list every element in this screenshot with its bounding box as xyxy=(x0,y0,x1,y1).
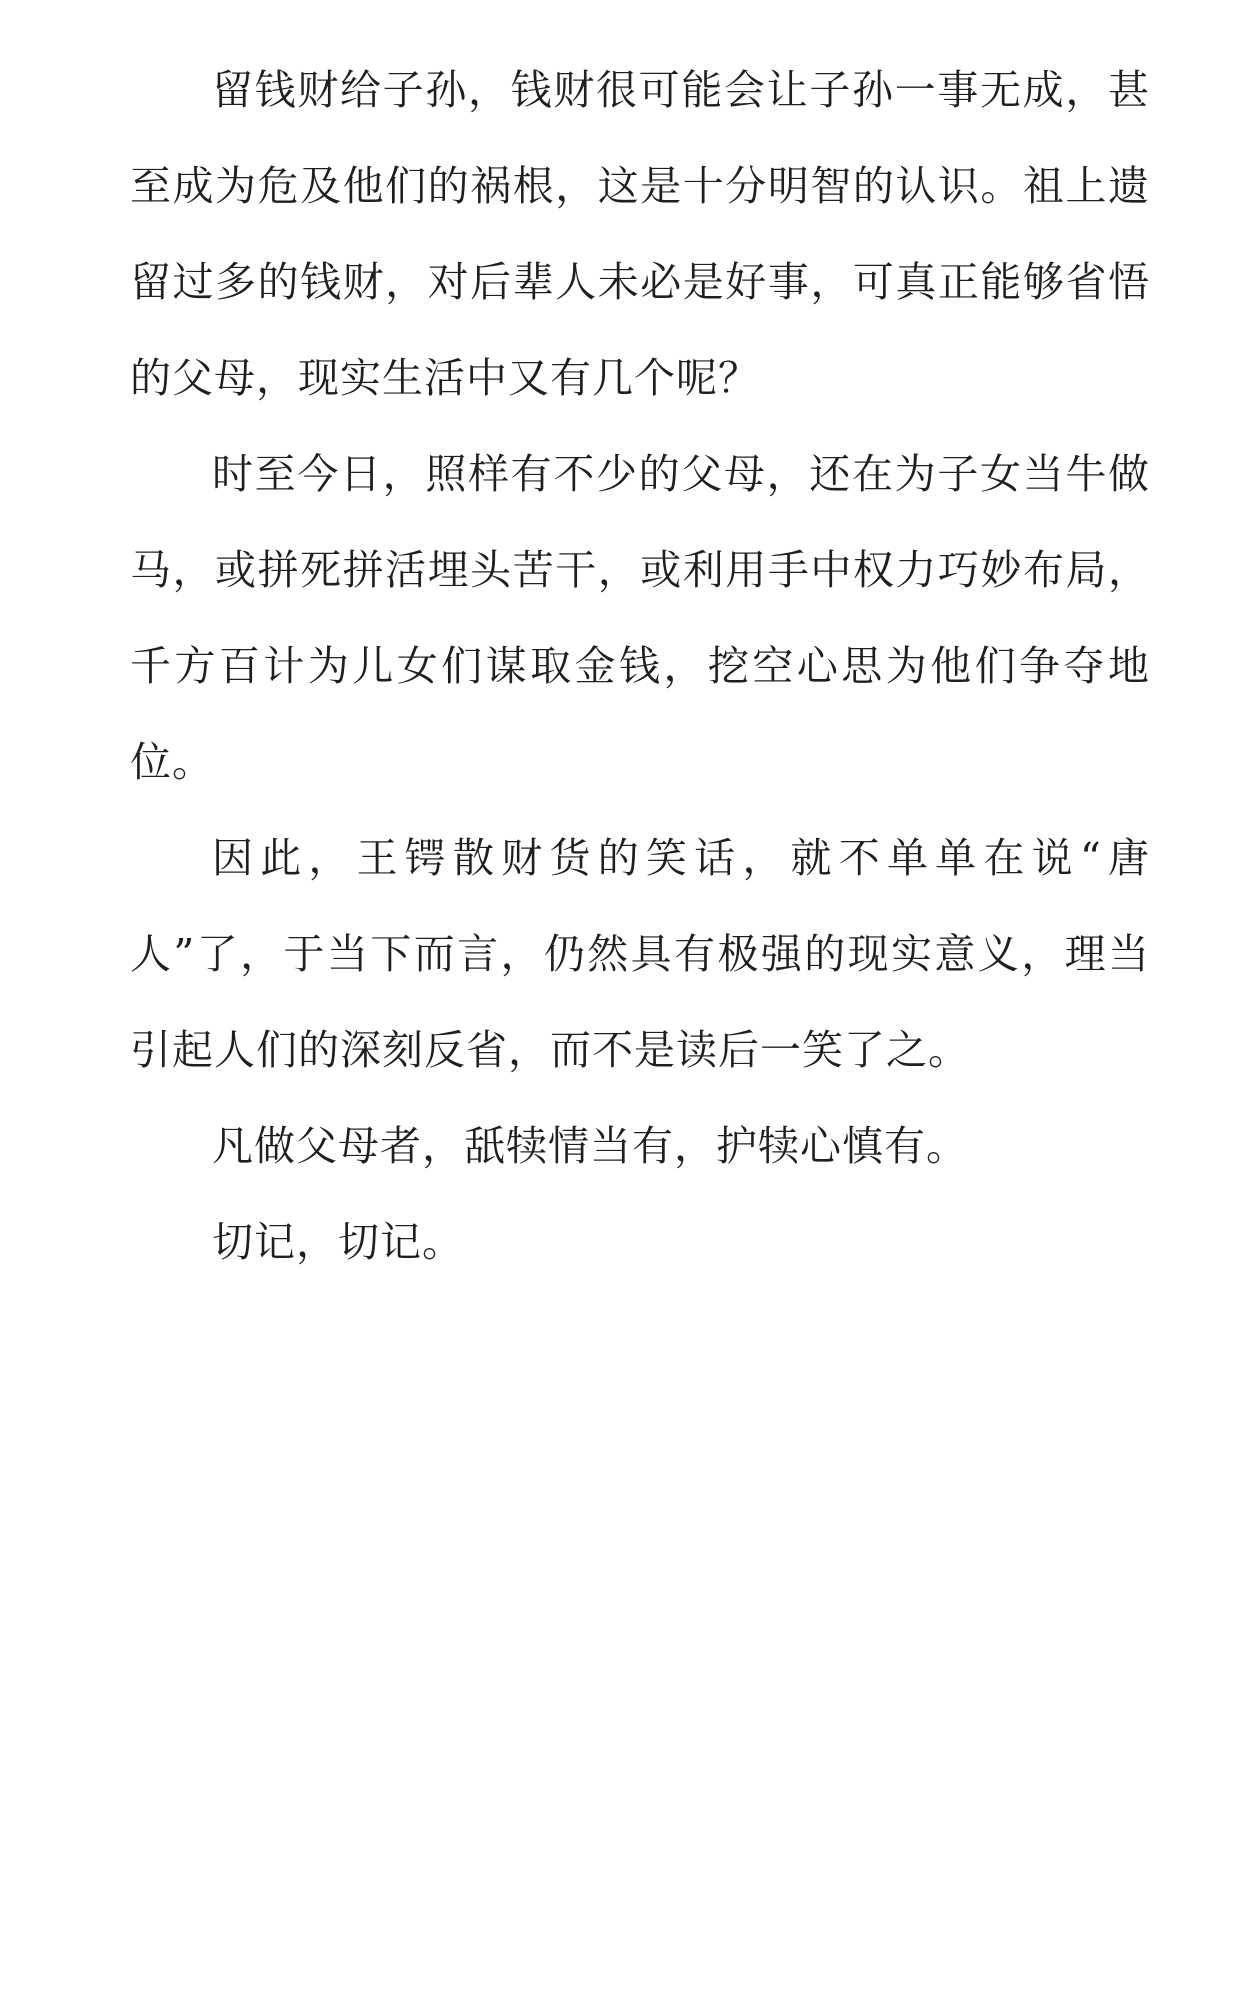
paragraph-2: 时至今日，照样有不少的父母，还在为子女当牛做马，或拼死拼活埋头苦干，或利用手中权力巧妙布局，千方百计为儿女们谋取金钱，挖空心思为他们争夺地位。 xyxy=(130,450,1150,786)
paragraph-3: 因此，王锷散财货的笑话，就不单单在说“唐人”了，于当下而言，仍然具有极强的现实意义，理当引起人们的深刻反省，而不是读后一笑了之。 xyxy=(130,834,1150,1074)
paragraph-1: 留钱财给子孙，钱财很可能会让子孙一事无成，甚至成为危及他们的祸根，这是十分明智的认识。祖上遗留过多的钱财，对后辈人未必是好事，可真正能够省悟的父母，现实生活中又有几个呢？ xyxy=(130,66,1150,402)
paragraph-4: 凡做父母者，舐犊情当有，护犊心慎有。 xyxy=(212,1122,968,1170)
paragraph-5: 切记，切记。 xyxy=(212,1218,464,1266)
article-body xyxy=(130,42,1150,1290)
